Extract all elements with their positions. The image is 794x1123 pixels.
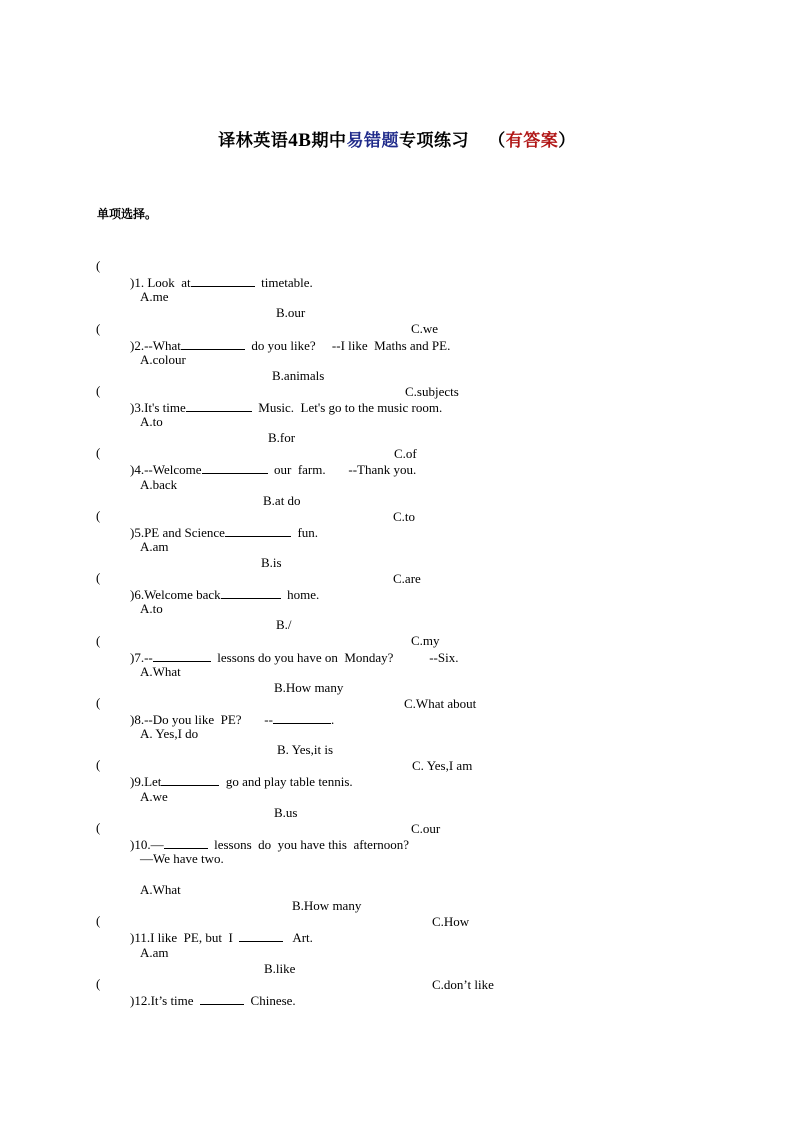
option-b: B.How many bbox=[292, 898, 362, 913]
question-pre: )5.PE and Science bbox=[130, 525, 225, 540]
option-c: C.our bbox=[411, 821, 441, 836]
option-c: C.of bbox=[394, 446, 417, 461]
title-part-4: 易错题 bbox=[346, 131, 399, 151]
option-c: C. Yes,I am bbox=[412, 758, 473, 773]
option-a: A.What bbox=[140, 664, 181, 679]
question-pre: )10.— bbox=[130, 837, 164, 852]
option-a: A.back bbox=[140, 477, 178, 492]
option-c: C.my bbox=[411, 633, 440, 648]
question-pre: )1. Look at bbox=[130, 275, 191, 290]
question-post: timetable. bbox=[254, 275, 313, 290]
question-pre: )7.-- bbox=[130, 650, 153, 665]
option-c: C.are bbox=[393, 571, 421, 586]
question-post: home. bbox=[280, 587, 320, 602]
title-part-6: （ bbox=[488, 131, 506, 151]
question-pre: )11.I like PE, but I bbox=[130, 930, 240, 945]
option-a: A.am bbox=[140, 539, 169, 554]
option-b: B.our bbox=[276, 305, 306, 320]
option-a: A. Yes,I do bbox=[140, 726, 199, 741]
question-text bbox=[130, 992, 296, 1009]
answer-paren: ( bbox=[96, 976, 101, 991]
option-c: C.to bbox=[393, 509, 416, 524]
option-c: C.subjects bbox=[405, 384, 459, 399]
answer-paren: ( bbox=[96, 633, 101, 648]
answer-blank bbox=[200, 992, 244, 1005]
question-post: lessons do you have this afternoon? bbox=[207, 837, 410, 852]
option-b: B.like bbox=[264, 961, 296, 976]
option-a: A.colour bbox=[140, 352, 186, 367]
page-title bbox=[0, 126, 794, 152]
option-b: B.animals bbox=[272, 368, 325, 383]
answer-paren: ( bbox=[96, 820, 101, 835]
answer-paren: ( bbox=[96, 383, 101, 398]
answer-paren: ( bbox=[96, 508, 101, 523]
option-b: B.How many bbox=[274, 680, 344, 695]
question-post: fun. bbox=[290, 525, 319, 540]
option-c: C.don’t like bbox=[432, 977, 494, 992]
dialogue-answer: —We have two. bbox=[140, 851, 224, 866]
question-pre: )12.It’s time bbox=[130, 993, 201, 1008]
answer-paren: ( bbox=[96, 757, 101, 772]
option-a: A.to bbox=[140, 414, 163, 429]
question-pre: )9.Let bbox=[130, 774, 162, 789]
option-a: A.we bbox=[140, 789, 168, 804]
question-pre: )4.--Welcome bbox=[130, 462, 202, 477]
question-pre: )8.--Do you like PE? -- bbox=[130, 712, 273, 727]
option-a: A.am bbox=[140, 945, 169, 960]
answer-paren: ( bbox=[96, 570, 101, 585]
option-a: A.me bbox=[140, 289, 169, 304]
question-12 bbox=[0, 960, 794, 1024]
answer-paren: ( bbox=[96, 445, 101, 460]
option-b: B.us bbox=[274, 805, 298, 820]
question-post: . bbox=[330, 712, 335, 727]
answer-paren: ( bbox=[96, 695, 101, 710]
option-b: B. Yes,it is bbox=[277, 742, 333, 757]
option-b: B./ bbox=[276, 617, 292, 632]
title-part-3: 期中 bbox=[311, 131, 347, 151]
title-part-1: 译林英语 bbox=[218, 131, 289, 151]
option-b: B.is bbox=[261, 555, 282, 570]
option-c: C.How bbox=[432, 914, 470, 929]
option-b: B.at do bbox=[263, 493, 301, 508]
question-post: Music. Let's go to the music room. bbox=[251, 400, 443, 415]
question-pre: )2.--What bbox=[130, 338, 181, 353]
option-a: A.What bbox=[140, 882, 181, 897]
question-post: go and play table tennis. bbox=[219, 774, 353, 789]
option-a: A.to bbox=[140, 601, 163, 616]
question-post: do you like? --I like Maths and PE. bbox=[244, 338, 451, 353]
title-part-2: 4B bbox=[288, 130, 312, 151]
answer-paren: ( bbox=[96, 321, 101, 336]
option-c: C.What about bbox=[404, 696, 477, 711]
question-post: our farm. --Thank you. bbox=[267, 462, 417, 477]
section-heading: 单项选择。 bbox=[97, 207, 158, 221]
answer-paren: ( bbox=[96, 258, 101, 273]
option-b: B.for bbox=[268, 430, 296, 445]
title-part-8: ） bbox=[558, 131, 576, 151]
title-part-5: 专项练习 bbox=[398, 131, 469, 151]
title-part-7: 有答案 bbox=[505, 131, 559, 151]
answer-paren: ( bbox=[96, 913, 101, 928]
option-c: C.we bbox=[411, 321, 439, 336]
question-post: lessons do you have on Monday? --Six. bbox=[210, 650, 459, 665]
question-pre: )3.It's time bbox=[130, 400, 186, 415]
question-pre: )6.Welcome back bbox=[130, 587, 221, 602]
question-post: Chinese. bbox=[244, 993, 296, 1008]
question-post: Art. bbox=[283, 930, 313, 945]
